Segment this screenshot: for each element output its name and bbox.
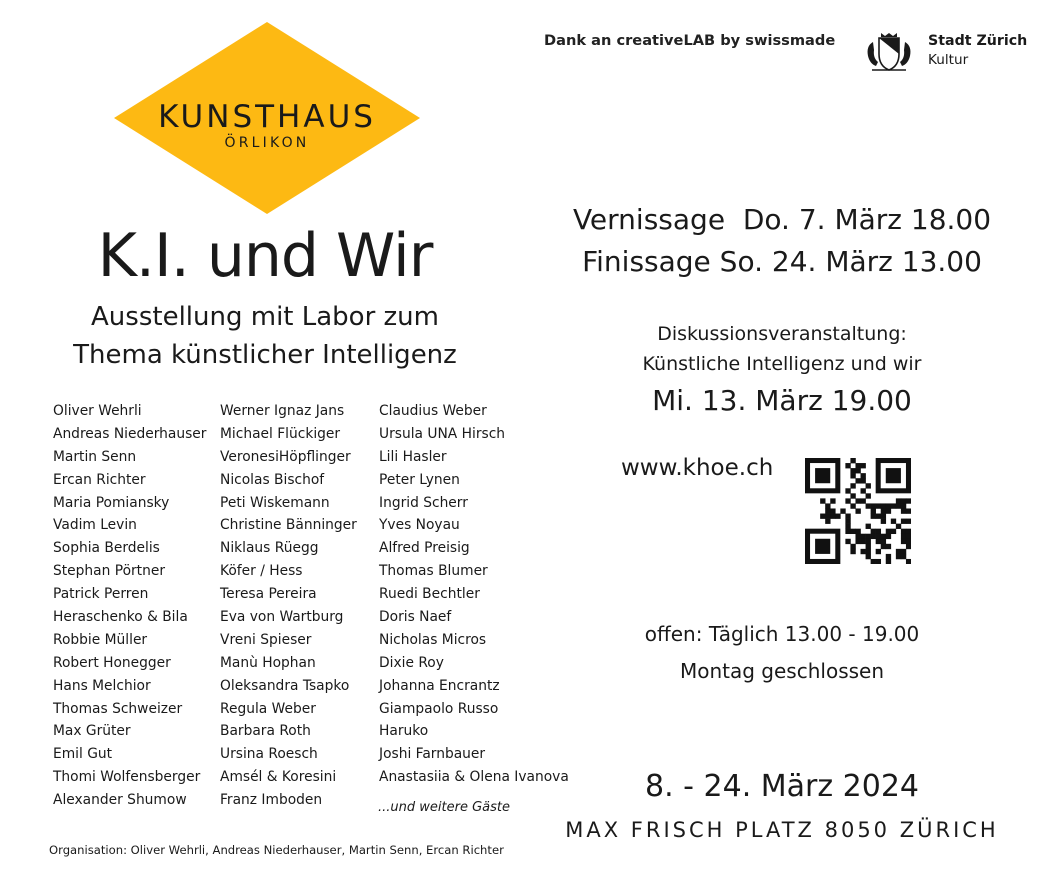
artist-name: Vreni Spieser [220,631,312,648]
artist-name: Barbara Roth [220,723,311,740]
artist-name: Oliver Wehrli [53,403,142,419]
artist-name: Robert Honegger [53,654,171,671]
opening-hours: offen: Täglich 13.00 - 19.00 [644,622,920,646]
artist-column-3 [379,400,569,789]
artist-name: Giampaolo Russo [379,700,499,717]
artist-name: Joshi Farnbauer [379,746,486,763]
artist-name: Peter Lynen [379,471,460,488]
discussion-date: Mi. 13. März 19.00 [652,384,912,417]
artist-name: Werner Ignaz Jans [220,403,345,419]
artist-name: Max Grüter [53,723,131,740]
artist-name: Vadim Levin [53,517,137,534]
logo-name: KUNSTHAUS [158,99,376,135]
artist-name: Haruko [379,723,429,740]
artist-name: Patrick Perren [53,586,149,603]
venue-address: MAX FRISCH PLATZ 8050 ZÜRICH [565,818,999,842]
city-name: Stadt Zürich [928,33,1028,49]
artist-name: Andreas Niederhauser [53,425,207,442]
artist-name: Thomi Wolfensberger [53,769,201,786]
exhibition-title: K.I. und Wir [97,221,433,291]
website-link[interactable]: www.khoe.ch [621,455,774,481]
discussion-label: Diskussionsveranstaltung: [657,323,907,345]
artist-column-2 [220,400,357,812]
zurich-coat-of-arms-icon [862,32,916,74]
artist-column-1 [53,400,206,812]
city-department: Kultur [928,52,969,68]
artist-name: VeronesiHöpflinger [220,448,351,465]
more-guests-note: ...und weitere Gäste [378,800,510,815]
artist-name: Ingrid Scherr [379,494,468,511]
artist-name: Stephan Pörtner [53,563,165,580]
artist-name: Maria Pomiansky [53,494,170,511]
kunsthaus-logo [114,22,420,214]
artist-name: Emil Gut [53,746,113,763]
artist-name: Ursula UNA Hirsch [379,425,506,442]
artist-name: Ercan Richter [53,471,146,488]
artist-name: Doris Naef [379,609,452,626]
artist-name: Thomas Blumer [379,563,488,580]
artist-name: Robbie Müller [53,631,148,648]
logo-subtitle: ÖRLIKON [224,135,310,151]
artist-name: Ursina Roesch [220,746,318,763]
artist-name: Manù Hophan [220,654,316,671]
artist-name: Franz Imboden [220,792,323,809]
closed-day: Montag geschlossen [679,659,885,683]
artist-name: Ruedi Bechtler [379,586,480,603]
artist-name: Hans Melchior [53,677,151,694]
artist-name: Thomas Schweizer [53,700,183,717]
artist-name: Johanna Encrantz [379,677,500,694]
organisation-credit: Organisation: Oliver Wehrli, Andreas Niederhauser, Martin Senn, Ercan Richter [49,843,504,857]
artist-name: Dixie Roy [379,654,444,671]
artist-name: Oleksandra Tsapko [220,677,350,694]
artist-name: Köfer / Hess [220,563,303,580]
qr-code-icon [805,458,911,564]
discussion-topic: Künstliche Intelligenz und wir [642,353,922,375]
artist-name: Martin Senn [53,448,137,465]
artist-name: Peti Wiskemann [220,494,330,511]
artist-name: Michael Flückiger [220,425,341,442]
artist-name: Eva von Wartburg [220,609,344,626]
artist-name: Christine Bänninger [220,517,357,534]
sponsor-thanks: Dank an creativeLAB by swissmade [544,32,836,49]
artist-name: Amsél & Koresini [220,769,337,786]
artist-name: Lili Hasler [379,448,447,465]
artist-name: Nicholas Micros [379,631,487,648]
artist-name: Sophia Berdelis [53,540,160,557]
vernissage-info: Vernissage Do. 7. März 18.00 [572,203,992,236]
subtitle-line-1: Ausstellung mit Labor zum [91,302,439,332]
artist-name: Alfred Preisig [379,540,470,557]
artist-name: Niklaus Rüegg [220,540,319,557]
artist-name: Heraschenko & Bila [53,609,188,626]
artist-name: Teresa Pereira [220,586,317,603]
subtitle-line-2: Thema künstlicher Intelligenz [73,340,457,370]
artist-name: Claudius Weber [379,403,487,419]
artist-name: Nicolas Bischof [220,471,325,488]
exhibition-dates: 8. - 24. März 2024 [645,769,919,804]
artist-name: Alexander Shumow [53,792,187,809]
artist-name: Anastasiia & Olena Ivanova [379,769,569,786]
finissage-info: Finissage So. 24. März 13.00 [582,245,982,278]
artist-name: Regula Weber [220,700,316,717]
artist-name: Yves Noyau [379,517,460,534]
